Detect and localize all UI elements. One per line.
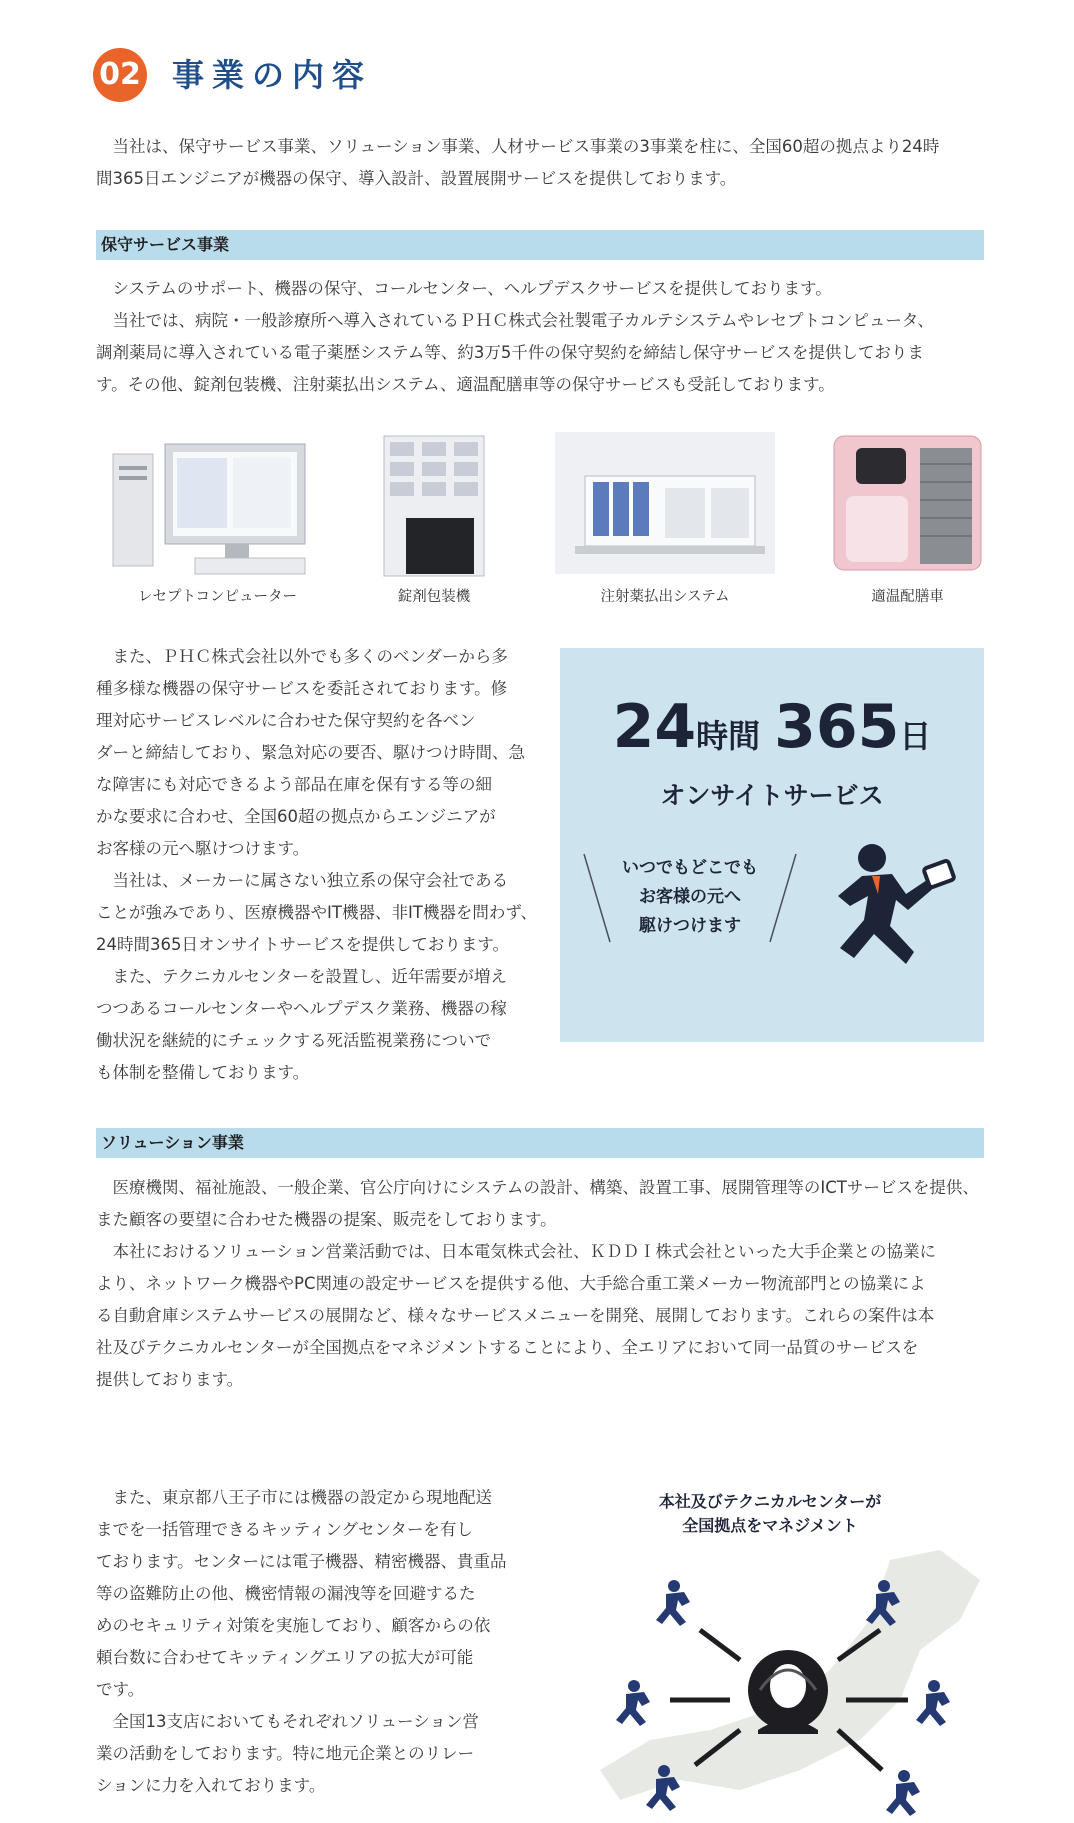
management-diagram	[590, 1490, 1010, 1820]
detail-line: ダーと締結しており、緊急対応の要否、駆けつけ時間、急	[96, 743, 525, 762]
runner-icon-bottom-right	[886, 1770, 920, 1816]
solution-line: 社及びテクニカルセンターが全国拠点をマネジメントすることにより、全エリアにおいて同一品質のサービスを	[96, 1338, 919, 1357]
kitting-line: 業の活動をしております。特に地元企業とのリレー	[96, 1744, 475, 1763]
receipt-computer-photo	[105, 432, 330, 580]
kitting-line: ションに力を入れております。	[96, 1776, 326, 1795]
maintenance-line-4: す。その他、錠剤包装機、注射薬払出システム、適温配膳車等の保守サービスも受託しております。	[96, 375, 835, 394]
diagram-title-line-2: 全国拠点をマネジメント	[682, 1516, 858, 1535]
detail-line: お客様の元へ駆けつけます。	[96, 839, 310, 858]
detail-line: 当社は、メーカーに属さない独立系の保守会社である	[112, 871, 509, 890]
intro-line-1: 当社は、保守サービス事業、ソリューション事業、人材サービス事業の3事業を柱に、全国60超の拠点より24時	[112, 137, 940, 156]
solution-line: より、ネットワーク機器やPC関連の設定サービスを提供する他、大手総合重工業メーカー物流部門との協業によ	[96, 1274, 926, 1293]
service-tagline	[580, 854, 800, 941]
maintenance-line-1: システムのサポート、機器の保守、コールセンター、ヘルプデスクサービスを提供しております。	[112, 279, 832, 298]
injection-dispensing-photo	[555, 432, 775, 574]
solution-line: る自動倉庫システムサービスの展開など、様々なサービスメニューを開発、展開しております。これらの案件は本	[96, 1306, 935, 1325]
onsite-service-box	[560, 648, 984, 1042]
service-subtitle: オンサイトサービス	[660, 781, 884, 810]
kitting-line: です。	[96, 1680, 145, 1699]
detail-line: ことが強みであり、医療機器やIT機器、非IT機器を問わず、	[96, 903, 538, 922]
detail-line: また、テクニカルセンターを設置し、近年需要が増え	[112, 967, 507, 986]
section-title: 事業の内容	[172, 56, 373, 94]
intro-paragraph	[96, 131, 996, 195]
solution-line: 提供しております。	[96, 1370, 244, 1389]
solution-paragraph	[96, 1172, 1016, 1396]
maintenance-heading: 保守サービス事業	[101, 235, 230, 254]
detail-line: 24時間365日オンサイトサービスを提供しております。	[96, 935, 510, 954]
hours-unit: 時間	[696, 717, 761, 755]
section-number-badge: 02	[93, 48, 147, 102]
kitting-line: ております。センターには電子機器、精密機器、貴重品	[96, 1552, 507, 1571]
detail-line: また、ＰＨＣ株式会社以外でも多くのベンダーから多	[112, 647, 508, 666]
maintenance-line-2: 当社では、病院・一般診療所へ導入されているＰＨＣ株式会社製電子カルテシステムやレセプトコンピュータ、	[112, 311, 934, 330]
caption-injection-dispensing: 注射薬払出システム	[600, 589, 730, 605]
kitting-line: までを一括管理できるキッティングセンターを有し	[96, 1520, 473, 1539]
tagline-line-2: お客様の元へ	[639, 887, 741, 907]
tablet-packaging-machine-icon	[380, 432, 488, 580]
detail-line: な障害にも対応できるよう部品在庫を保有する等の細	[96, 775, 492, 794]
detail-line: 種多様な機器の保守サービスを委託されております。修	[96, 679, 508, 698]
detail-line: も体制を整備しております。	[96, 1063, 310, 1082]
days-number: 365	[774, 692, 900, 762]
caption-receipt-computer: レセプトコンピューター	[138, 589, 297, 605]
detail-line: つつあるコールセンターやヘルプデスク業務、機器の稼	[96, 999, 507, 1018]
maintenance-heading-bar	[96, 230, 984, 260]
runner-icon-mid-left	[616, 1680, 650, 1726]
tablet-packaging-photo	[380, 432, 488, 580]
maintenance-line-3: 調剤薬局に導入されている電子薬歴システム等、約3万5千件の保守契約を締結し保守サービスを提供しておりま	[96, 343, 924, 362]
kitting-line: 頼台数に合わせてキッティングエリアの拡大が可能	[96, 1648, 474, 1667]
hours-number: 24	[612, 692, 697, 762]
caption-tablet-packaging: 錠剤包装機	[397, 589, 471, 605]
caption-meal-cart: 適温配膳車	[871, 589, 944, 605]
maintenance-detail	[96, 641, 546, 1089]
meal-cart-icon	[830, 432, 985, 574]
tagline-line-1: いつでもどこでも	[622, 858, 758, 878]
service-headline	[560, 692, 984, 777]
maintenance-paragraph	[96, 273, 1006, 401]
running-engineer-icon	[810, 834, 960, 984]
japan-network-map	[590, 1540, 1010, 1820]
runner-icon-mid-right	[916, 1680, 950, 1726]
injection-dispensing-system-icon	[555, 432, 775, 574]
kitting-line: また、東京都八王子市には機器の設定から現地配送	[112, 1488, 492, 1507]
kitting-line: 全国13支店においてもそれぞれソリューション営	[112, 1712, 479, 1731]
detail-line: 働状況を継続的にチェックする死活監視業務についで	[96, 1031, 492, 1050]
solution-line: また顧客の要望に合わせた機器の提案、販売をしております。	[96, 1210, 557, 1229]
solution-line: 本社におけるソリューション営業活動では、日本電気株式会社、ＫＤＤＩ株式会社といった大手企業との協業に	[112, 1242, 937, 1261]
detail-line: かな要求に合わせ、全国60超の拠点からエンジニアが	[96, 807, 496, 826]
kitting-paragraph	[96, 1482, 546, 1802]
solution-heading-bar	[96, 1128, 984, 1158]
receipt-computer-icon	[105, 432, 330, 580]
diagram-title	[590, 1490, 950, 1538]
detail-line: 理対応サービスレベルに合わせた保守契約を各ベン	[96, 711, 476, 730]
diagram-title-line-1: 本社及びテクニカルセンターが	[658, 1492, 882, 1511]
runner-icon-top-left	[656, 1580, 690, 1626]
kitting-line: 等の盗難防止の他、機密情報の漏洩等を回避するた	[96, 1584, 476, 1603]
solution-line: 医療機関、福祉施設、一般企業、官公庁向けにシステムの設計、構築、設置工事、展開管理等のICTサービスを提供、	[112, 1178, 979, 1197]
solution-heading: ソリューション事業	[101, 1133, 244, 1152]
kitting-line: めのセキュリティ対策を実施しており、顧客からの依	[96, 1616, 491, 1635]
intro-line-2: 間365日エンジニアが機器の保守、導入設計、設置展開サービスを提供しております。	[96, 169, 737, 188]
days-unit: 日	[899, 717, 932, 755]
meal-cart-photo	[830, 432, 985, 574]
tagline-line-3: 駆けつけます	[639, 916, 741, 936]
